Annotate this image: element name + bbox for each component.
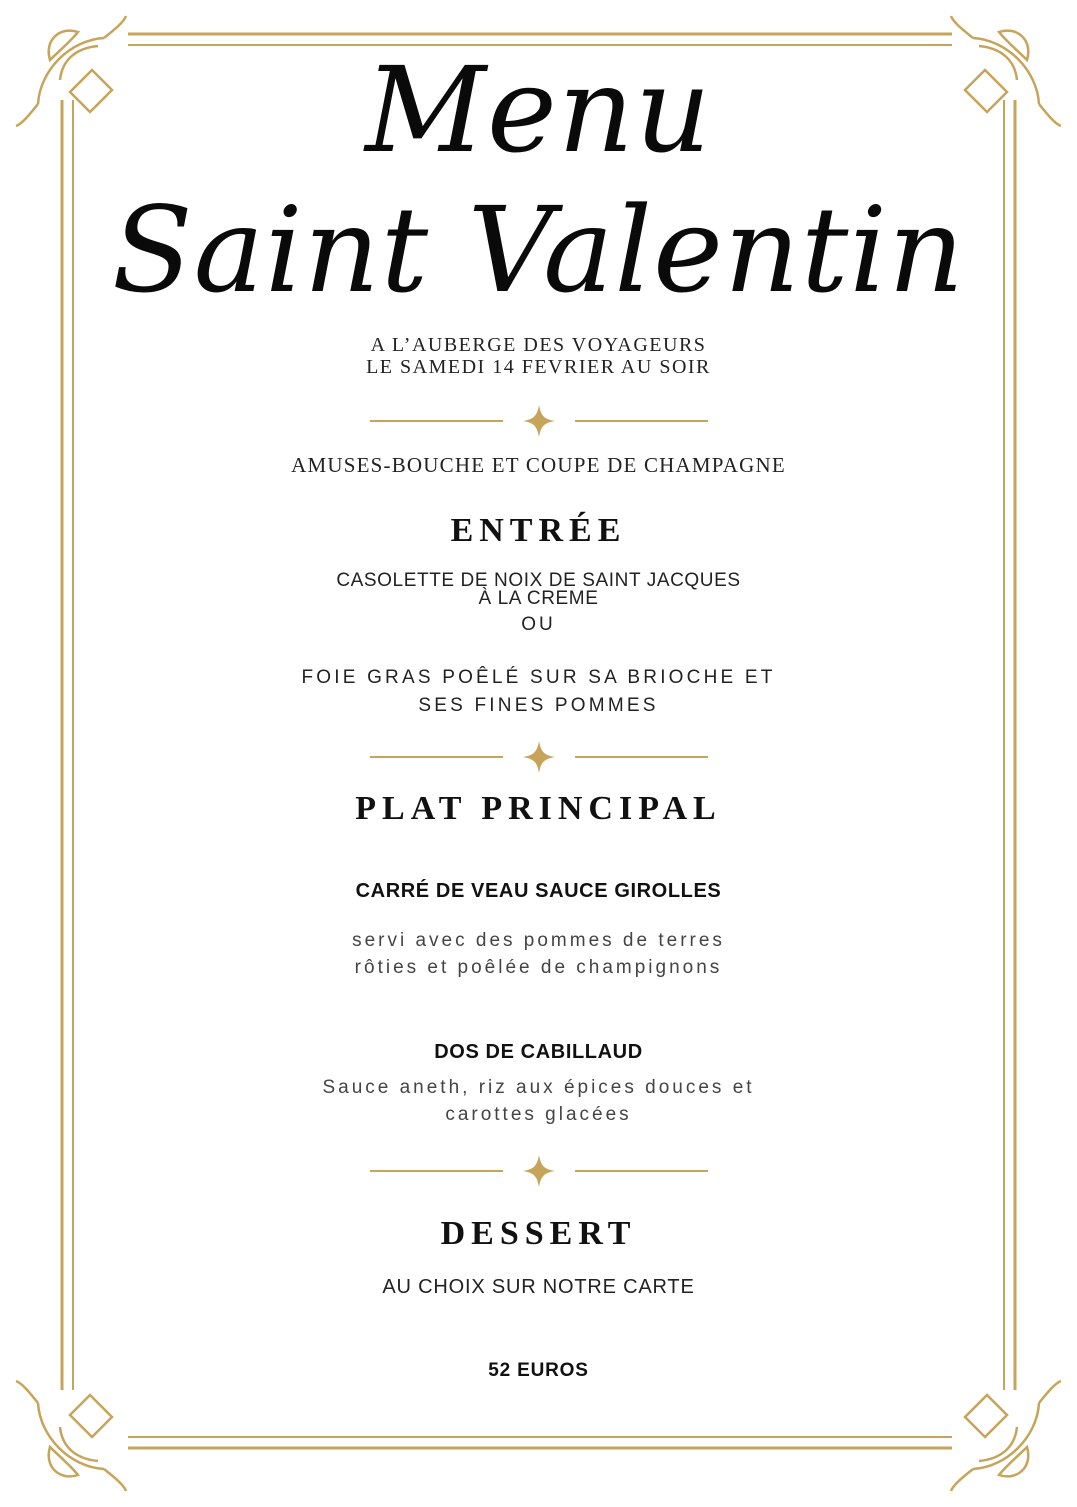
entree-option1-line2: À LA CREME	[478, 588, 599, 609]
sparkle-divider	[368, 1154, 710, 1188]
dish2-desc-line2: carottes glacées	[445, 1104, 632, 1125]
sparkle-star-icon	[523, 1155, 555, 1187]
dish1-name: CARRÉ DE VEAU SAUCE GIROLLES	[355, 880, 722, 902]
entree-heading: ENTRÉE	[450, 512, 627, 549]
sparkle-star-icon	[523, 405, 555, 437]
sparkle-star-icon	[523, 741, 555, 773]
aperitif-line: AMUSES-BOUCHE ET COUPE DE CHAMPAGNE	[291, 453, 786, 477]
menu-subtitle: Saint Valentin	[111, 181, 966, 319]
dish2-desc-line1: Sauce aneth, riz aux épices douces et	[322, 1077, 755, 1098]
dessert-text: AU CHOIX SUR NOTRE CARTE	[382, 1276, 695, 1298]
dish2-name: DOS DE CABILLAUD	[434, 1041, 643, 1063]
dish1-desc-line2: rôties et poêlée de champignons	[354, 957, 723, 978]
plat-heading: PLAT PRINCIPAL	[355, 790, 722, 827]
dish1-desc-line1: servi avec des pommes de terres	[352, 930, 725, 951]
venue-name: A L’AUBERGE DES VOYAGEURS	[370, 334, 707, 356]
entree-option2-line1: FOIE GRAS POÊLÉ SUR SA BRIOCHE ET	[301, 667, 776, 688]
menu-price: 52 EUROS	[488, 1360, 589, 1381]
dessert-heading: DESSERT	[440, 1215, 637, 1252]
sparkle-divider	[368, 404, 710, 438]
event-date: LE SAMEDI 14 FEVRIER AU SOIR	[366, 356, 711, 378]
menu-title: Menu	[365, 41, 712, 179]
entree-or: OU	[521, 614, 556, 635]
sparkle-divider	[368, 740, 710, 774]
entree-option1-line1: CASOLETTE DE NOIX DE SAINT JACQUES	[336, 570, 741, 591]
entree-option2-line2: SES FINES POMMES	[418, 695, 659, 716]
